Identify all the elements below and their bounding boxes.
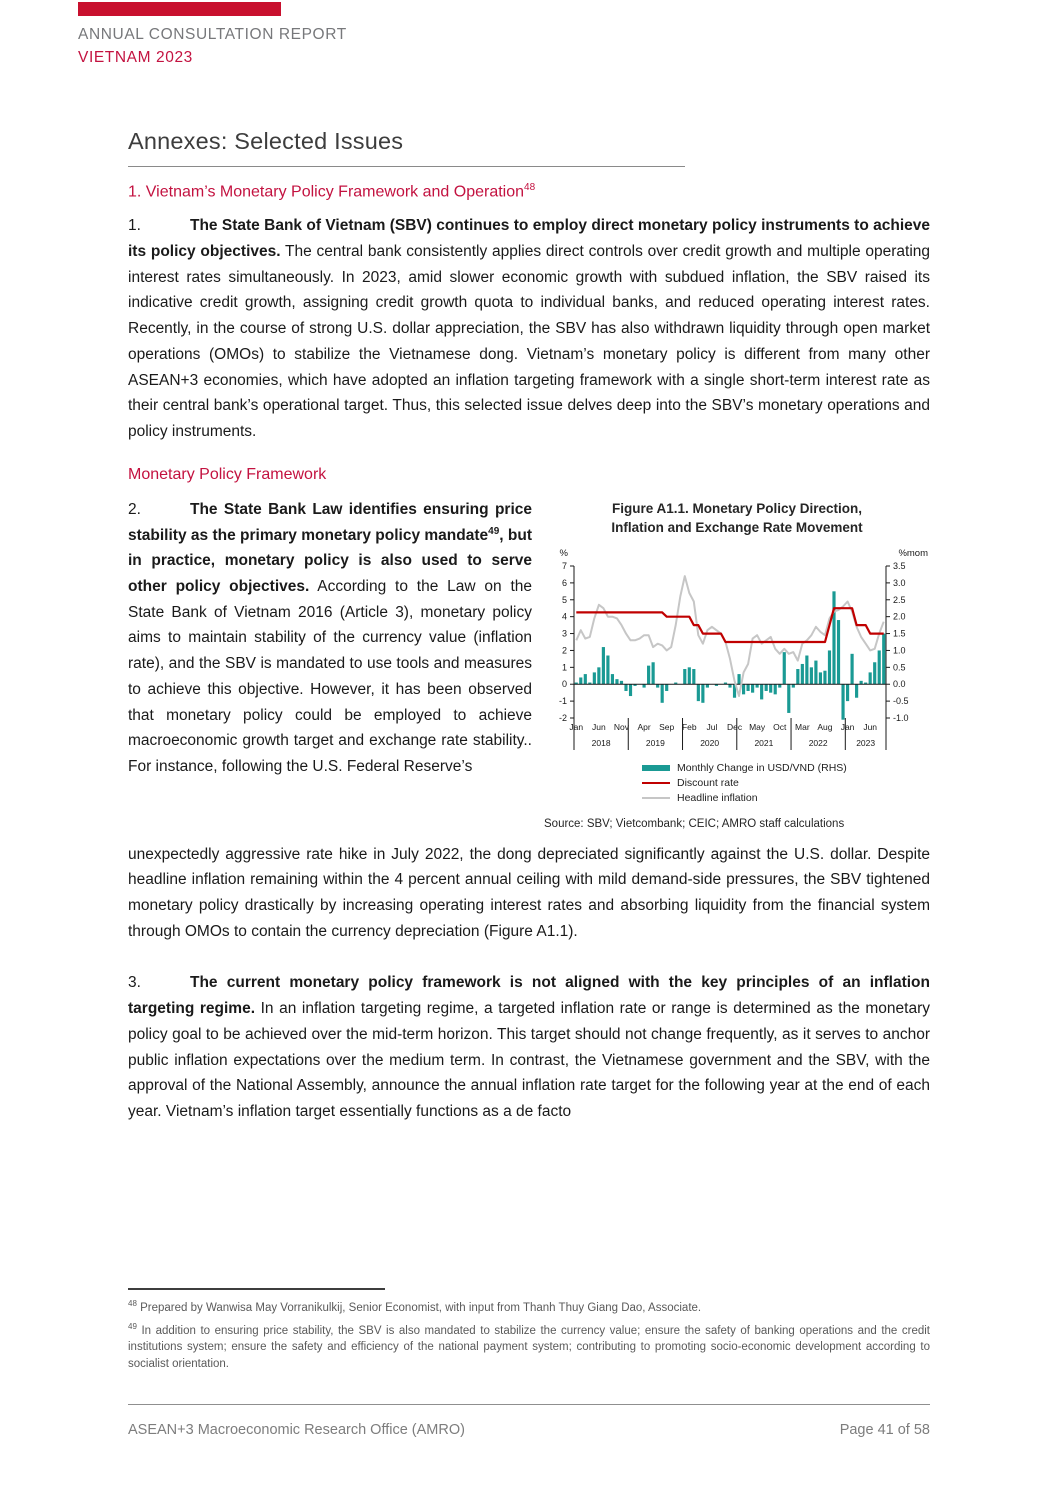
paragraph-2-continued: unexpectedly aggressive rate hike in July 2022, the dong depreciated significantly against the U.S. dollar. Despite headline inflation remaining within the 4 percent annual ceiling with mild demand-side pressures, the SBV tightened monetary policy drastically by increasing operating interest rates and absorbing liquidity from the financial system through OMOs to contain the currency depreciation (Figure A1.1).: [128, 845, 930, 940]
svg-text:Jul: Jul: [706, 721, 718, 732]
svg-text:2023: 2023: [856, 737, 876, 748]
paragraph-2-lead-b: , but in practice, monetary policy is also used to serve other policy objectives.: [128, 526, 532, 595]
svg-text:2021: 2021: [754, 737, 774, 748]
footnote-divider: [128, 1288, 385, 1290]
title-divider: [128, 166, 685, 167]
page-footer: [128, 1404, 930, 1438]
svg-text:Sep: Sep: [659, 721, 675, 732]
figure-a1-1: [544, 497, 930, 830]
svg-text:-1.0: -1.0: [893, 712, 909, 723]
legend-item: [642, 776, 930, 791]
svg-text:0.0: 0.0: [893, 678, 906, 689]
footnote-ref-49: 49: [488, 525, 500, 537]
figure-source: Source: SBV; Vietcombank; CEIC; AMRO staff calculations: [544, 817, 845, 830]
svg-text:-0.5: -0.5: [893, 695, 909, 706]
svg-text:Mar: Mar: [795, 721, 810, 732]
footer-org: ASEAN+3 Macroeconomic Research Office (AMRO): [128, 1422, 465, 1438]
footnote-ref-48: 48: [524, 182, 536, 193]
legend-bar-swatch: [642, 765, 670, 771]
footnote-49-text: In addition to ensuring price stability, the SBV is also mandated to stabilize the currency value; ensure the safety of banking operations and the credit institutions system; ensure the safety and efficiency of the national payment system; contributing to promoting socio-economic development according to socialist orientation.: [128, 1324, 930, 1370]
paragraph-2-lead-a: The State Bank Law identifies ensuring price stability as the primary monetary policy mandate: [128, 500, 532, 544]
paragraph-number: 1.: [128, 217, 141, 235]
svg-text:2: 2: [561, 645, 567, 656]
left-column: [128, 497, 532, 830]
svg-text:Dec: Dec: [726, 721, 743, 732]
svg-text:Apr: Apr: [637, 721, 651, 732]
svg-text:0: 0: [561, 678, 567, 689]
chart-legend: [642, 761, 930, 806]
legend-line-swatch: [642, 782, 670, 785]
svg-text:7: 7: [561, 560, 567, 571]
paragraph-1: [128, 213, 930, 444]
paragraph-number: 3.: [128, 974, 141, 992]
svg-text:Jun: Jun: [863, 721, 878, 732]
svg-text:2020: 2020: [700, 737, 720, 748]
svg-text:%mom: %mom: [898, 547, 928, 559]
footnote-48-text: Prepared by Wanwisa May Vorranikulkij, Senior Economist, with input from Thanh Thuy Giang Dao, Associate.: [140, 1301, 702, 1314]
paragraph-3-lead: The current monetary policy framework is not aligned with the key principles of an inflation targeting regime.: [128, 974, 930, 1018]
legend-item: [642, 791, 930, 806]
svg-text:Aug: Aug: [817, 721, 833, 732]
legend-line-swatch: [642, 797, 670, 800]
footer-page-number: Page 41 of 58: [839, 1422, 930, 1438]
svg-text:May: May: [749, 721, 766, 732]
svg-text:Nov: Nov: [613, 721, 630, 732]
svg-text:-1: -1: [558, 695, 567, 706]
two-column-block: [128, 497, 930, 830]
svg-text:1.0: 1.0: [893, 645, 906, 656]
svg-text:3: 3: [561, 628, 567, 639]
svg-text:2018: 2018: [591, 737, 611, 748]
paragraph-number: 2.: [128, 500, 141, 518]
paragraph-2-body: According to the Law on the State Bank of Vietnam 2016 (Article 3), monetary policy aims to maintain stability of the currency value (inflation rate), and the SBV is mandated to use tools and measures to achieve this objective. However, it has been observed that monetary policy could be employed to achieve macroeconomic growth target and exchange rate stability.. For instance, following the U.S. Federal Reserve’s: [128, 577, 532, 775]
paragraph-2: [128, 497, 532, 780]
svg-text:1.5: 1.5: [893, 628, 906, 639]
page-title: Annexes: Selected Issues: [128, 128, 404, 154]
subsection-heading: Monetary Policy Framework: [128, 465, 327, 483]
paragraph-1-lead: The State Bank of Vietnam (SBV) continues to employ direct monetary policy instruments to achieve its policy objectives.: [128, 217, 930, 261]
svg-text:5: 5: [561, 594, 567, 605]
figure-title-line2: Inflation and Exchange Rate Movement: [611, 519, 863, 535]
legend-item: [642, 761, 930, 776]
svg-text:Jun: Jun: [592, 721, 606, 732]
section-heading: [128, 182, 930, 201]
svg-text:%: %: [559, 547, 568, 559]
svg-text:Feb: Feb: [681, 721, 697, 732]
footnote-49-ref: 49: [128, 1321, 137, 1331]
footnote-48: [128, 1298, 930, 1317]
figure-title: [544, 500, 930, 538]
brand-bar: [78, 2, 281, 16]
svg-text:2019: 2019: [645, 737, 665, 748]
svg-text:-2: -2: [558, 712, 567, 723]
page-content: [128, 128, 930, 1125]
svg-text:2.0: 2.0: [893, 611, 906, 622]
svg-text:Jan: Jan: [569, 721, 584, 732]
paragraph-3: [128, 970, 930, 1124]
svg-text:3.0: 3.0: [893, 577, 906, 588]
svg-text:6: 6: [561, 577, 567, 588]
paragraph-1-body: The central bank consistently applies direct controls over credit growth and multiple operating interest rates simultaneously. In 2023, amid slower economic growth with subdued inflation, the SBV raised its indicative credit growth, assigning credit growth quota to individual banks, and reduced operating interest rates. Recently, in the course of strong U.S. dollar appreciation, the SBV has also withdrawn liquidity through open market operations (OMOs) to stabilize the Vietnamese dong. Vietnam’s monetary policy is different from many other ASEAN+3 economies, which have adopted an inflation targeting framework with a single short-term interest rate as their central bank’s operational target. Thus, this selected issue delves deep into the SBV’s monetary operations and policy instruments.: [128, 243, 930, 441]
report-title: ANNUAL CONSULTATION REPORT: [78, 26, 347, 43]
svg-text:Oct: Oct: [773, 721, 787, 732]
paragraph-3-body: In an inflation targeting regime, a targeted inflation rate or range is determined as the monetary policy goal to be achieved over the mid-term horizon. This target should not change frequently, as it serves to anchor public inflation expectations over the medium term. In contrast, the Vietnamese government and the SBV, with the approval of the National Assembly, announce the annual inflation rate target for the following year at the end of each year. Vietnam’s inflation target essentially functions as a de facto: [128, 1000, 930, 1121]
footnote-49: [128, 1321, 930, 1373]
footnotes-block: [128, 1288, 930, 1372]
monetary-policy-chart: [544, 546, 930, 759]
svg-text:Jan: Jan: [840, 721, 855, 732]
svg-text:3.5: 3.5: [893, 560, 906, 571]
section-heading-text: 1. Vietnam’s Monetary Policy Framework and Operation: [128, 183, 525, 201]
footnote-48-ref: 48: [128, 1299, 137, 1308]
legend-label: Headline inflation: [677, 792, 758, 805]
svg-text:4: 4: [561, 611, 567, 622]
figure-title-line1: Figure A1.1. Monetary Policy Direction,: [611, 500, 863, 516]
legend-label: Discount rate: [677, 777, 739, 790]
legend-label: Monthly Change in USD/VND (RHS): [677, 762, 847, 775]
svg-text:1: 1: [561, 661, 567, 672]
svg-text:2022: 2022: [808, 737, 828, 748]
svg-text:0.5: 0.5: [893, 661, 906, 672]
footer-divider: [128, 1404, 930, 1405]
report-subtitle: VIETNAM 2023: [78, 49, 193, 66]
svg-text:2.5: 2.5: [893, 594, 906, 605]
